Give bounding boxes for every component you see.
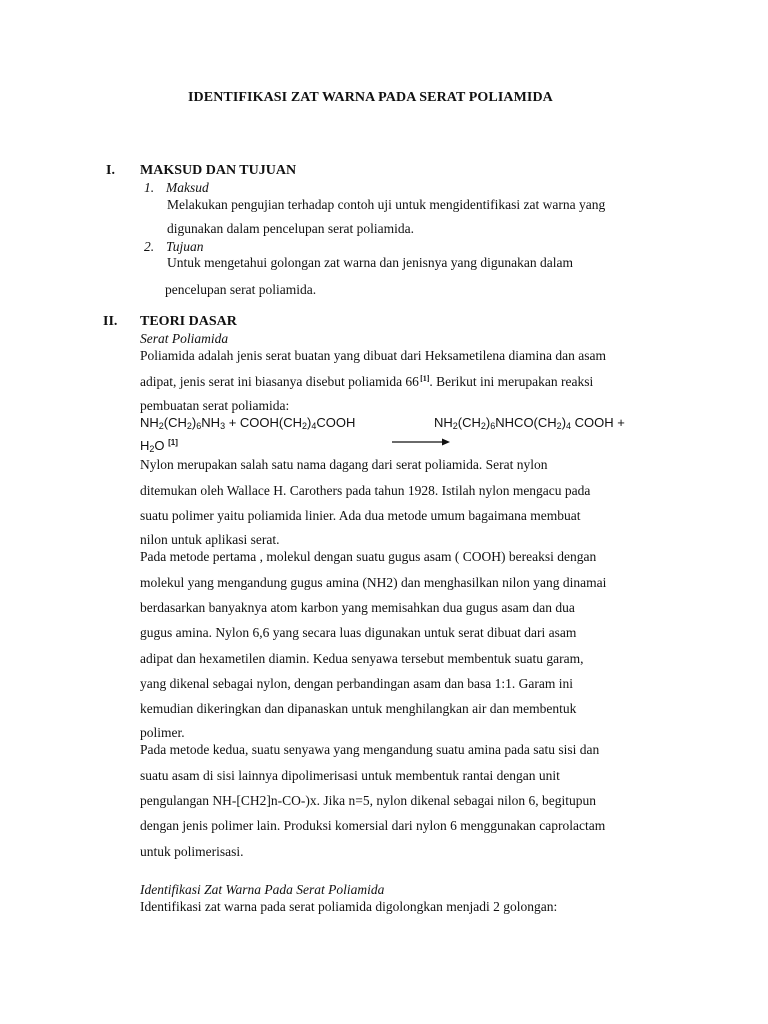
item-2-line-2: pencelupan serat poliamida.	[165, 282, 317, 297]
item-1-label: Maksud	[166, 180, 209, 195]
item-1-line-2: digunakan dalam pencelupan serat poliamida.	[167, 221, 415, 236]
paragraph-1-line-2: adipat, jenis serat ini biasanya disebut poliamida 66 [1]. Berikut ini merupakan reaksi	[140, 374, 594, 389]
section-2-numeral: II.	[103, 314, 118, 329]
citation-1: [1]	[420, 374, 430, 383]
paragraph-2-line-4: nilon untuk aplikasi serat.	[140, 532, 280, 547]
reaction-water: $H_2O$ [1]	[140, 438, 178, 454]
subheading-serat-poliamida: Serat Poliamida	[140, 331, 229, 346]
paragraph-2-line-2: ditemukan oleh Wallace H. Carothers pada tahun 1928. Istilah nylon mengacu pada	[140, 483, 591, 498]
item-2-number: 2.	[144, 239, 155, 254]
item-2-line-1: Untuk mengetahui golongan zat warna dan jenisnya yang digunakan dalam	[167, 255, 574, 270]
item-1-number: 1.	[144, 180, 155, 195]
section-1-numeral: I.	[106, 163, 115, 178]
section-1-heading: MAKSUD DAN TUJUAN	[140, 163, 297, 178]
item-2-label: Tujuan	[166, 239, 204, 254]
paragraph-3-line-2: molekul yang mengandung gugus amina (NH2) dan menghasilkan nilon yang dinamai	[140, 575, 607, 590]
paragraph-3-line-3: berdasarkan banyaknya atom karbon yang memisahkan dua gugus asam dan dua	[140, 600, 575, 615]
paragraph-4-line-5: untuk polimerisasi.	[140, 844, 244, 859]
paragraph-4-line-2: suatu asam di sisi lainnya dipolimerisasi untuk membentuk rantai dengan unit	[140, 768, 560, 783]
paragraph-4-line-3: pengulangan NH-[CH2]n-CO-)x. Jika n=5, nylon dikenal sebagai nilon 6, begitupun	[140, 793, 597, 808]
paragraph-3-line-6: yang dikenal sebagai nylon, dengan perbandingan asam dan basa 1:1. Garam ini	[140, 676, 573, 691]
section-2-heading: TEORI DASAR	[140, 314, 237, 329]
paragraph-4-line-4: dengan jenis polimer lain. Produksi komersial dari nylon 6 menggunakan caprolactam	[140, 818, 606, 833]
paragraph-1-line-3: pembuatan serat poliamida:	[140, 398, 290, 413]
paragraph-3-line-7: kemudian dikeringkan dan dipanaskan untuk menghilangkan air dan membentuk	[140, 701, 577, 716]
subheading-identifikasi: Identifikasi Zat Warna Pada Serat Poliamida	[140, 882, 385, 897]
citation-2: [1]	[168, 438, 178, 447]
paragraph-3-line-1: Pada metode pertama , molekul dengan suatu gugus asam ( COOH) bereaksi dengan	[140, 549, 597, 564]
paragraph-3-line-5: adipat dan hexametilen diamin. Kedua senyawa tersebut membentuk suatu garam,	[140, 651, 584, 666]
paragraph-5-line-1: Identifikasi zat warna pada serat poliamida digolongkan menjadi 2 golongan:	[140, 899, 558, 914]
paragraph-1-line-1: Poliamida adalah jenis serat buatan yang dibuat dari Heksametilena diamina dan asam	[140, 348, 606, 363]
paragraph-4-line-1: Pada metode kedua, suatu senyawa yang mengandung suatu amina pada satu sisi dan	[140, 742, 600, 757]
item-1-line-1: Melakukan pengujian terhadap contoh uji untuk mengidentifikasi zat warna yang	[167, 197, 606, 212]
paragraph-2-line-3: suatu polimer yaitu poliamida linier. Ada dua metode umum bagaimana membuat	[140, 508, 581, 523]
reaction-arrow-icon	[392, 436, 450, 448]
document-title: IDENTIFIKASI ZAT WARNA PADA SERAT POLIAMIDA	[188, 90, 553, 105]
reaction-reactants: $NH_2(CH_2)_6NH_3$ + $COOH(CH_2)_4COOH$	[140, 415, 356, 431]
paragraph-3-line-8: polimer.	[140, 725, 185, 740]
reaction-products: $NH_2(CH_2)_6NHCO(CH_2)_4$ COOH +	[434, 415, 625, 431]
paragraph-3-line-4: gugus amina. Nylon 6,6 yang secara luas digunakan untuk serat dibuat dari asam	[140, 625, 577, 640]
paragraph-2-line-1: Nylon merupakan salah satu nama dagang dari serat poliamida. Serat nylon	[140, 457, 548, 472]
